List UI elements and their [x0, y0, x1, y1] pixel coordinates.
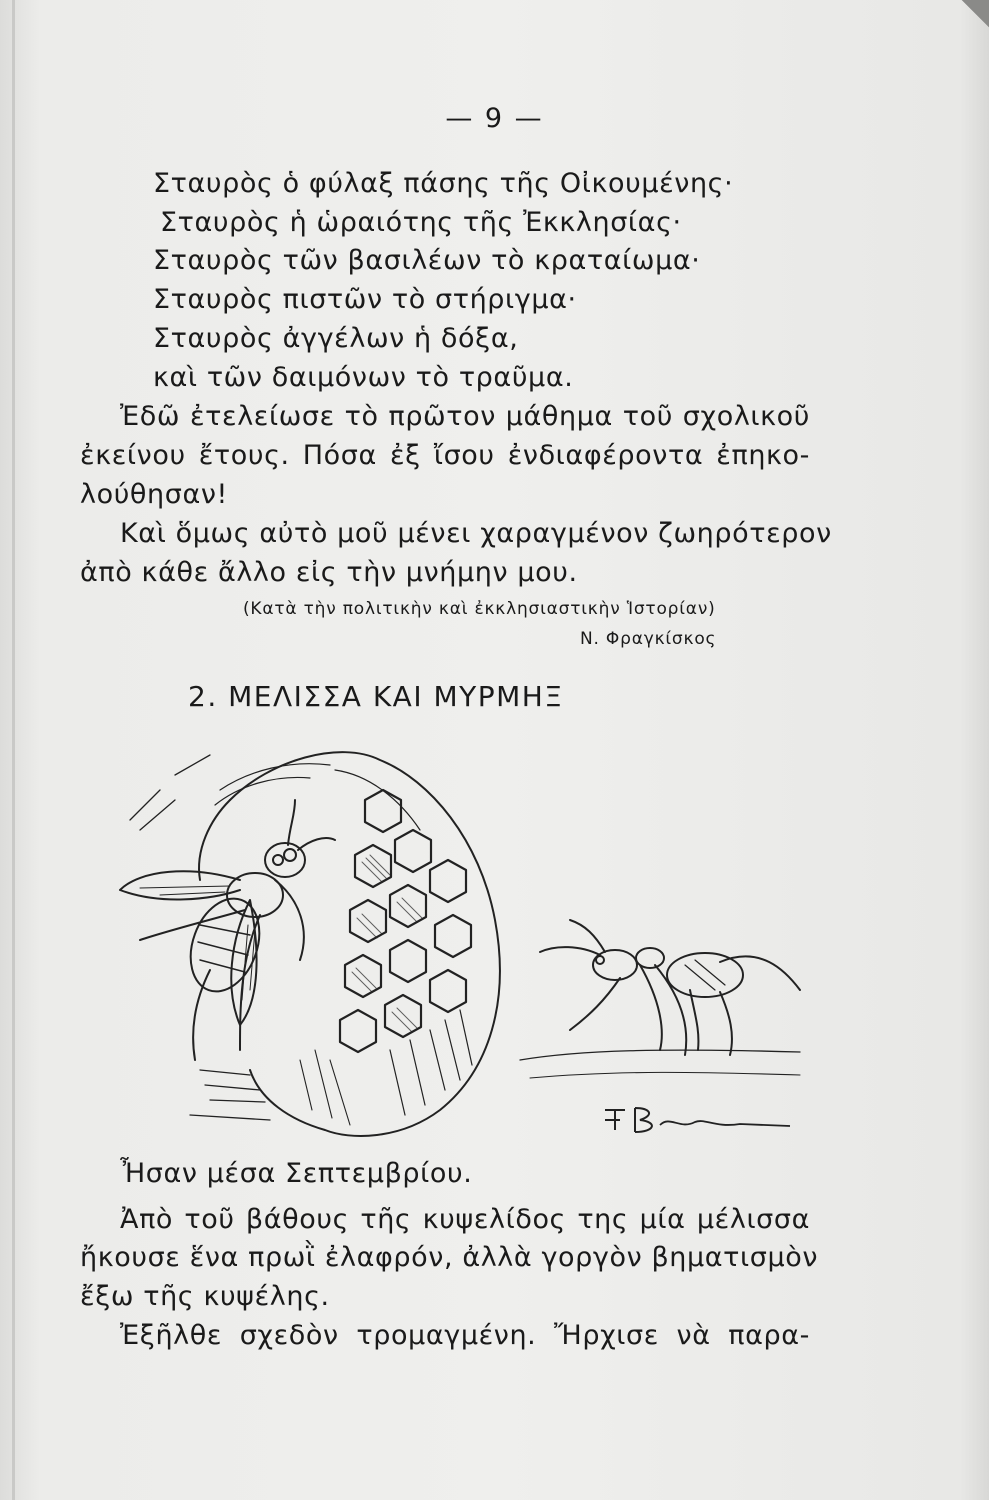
- paragraph-line: ἤκουσε ἕνα πρωῒ ἐλαφρόν, ἀλλὰ γοργὸν βηματισμὸν: [80, 1242, 819, 1273]
- honeycomb-cell: [435, 915, 471, 957]
- page-number: — 9 —: [445, 103, 544, 134]
- paragraph-line: ἔξω τῆς κυψέλης.: [80, 1281, 330, 1312]
- honeycomb-cell: [345, 955, 381, 997]
- honeycomb-cell: [365, 790, 401, 832]
- paragraph-line: Ἀπὸ τοῦ βάθους τῆς κυψελίδος της μία μέλισσα: [120, 1204, 810, 1235]
- poem-line: Σταυρὸς ἡ ὡραιότης τῆς Ἐκκλησίας·: [160, 207, 682, 238]
- honeycomb-cell: [385, 995, 421, 1037]
- paragraph-line: ἐκείνου ἔτους. Πόσα ἐξ ἴσου ἐνδιαφέροντα ἐπηκο-: [80, 440, 810, 471]
- poem-line: Σταυρὸς ἀγγέλων ἡ δόξα,: [153, 323, 519, 354]
- section-heading: 2. ΜΕΛΙΣΣΑ ΚΑΙ ΜΥΡΜΗΞ: [188, 680, 564, 713]
- honeycomb-cell: [390, 940, 426, 982]
- poem-line: καὶ τῶν δαιμόνων τὸ τραῦμα.: [153, 362, 574, 393]
- honeycomb-cell: [430, 970, 466, 1012]
- honeycomb-cell: [350, 900, 386, 942]
- illustration-signature: [605, 1108, 790, 1132]
- honeycomb-cell: [340, 1010, 376, 1052]
- paragraph-line: Ἦσαν μέσα Σεπτεμβρίου.: [120, 1158, 473, 1189]
- paragraph-line: Ἐδῶ ἐτελείωσε τὸ πρῶτον μάθημα τοῦ σχολικοῦ: [120, 401, 810, 432]
- poem-line: Σταυρὸς ὁ φύλαξ πάσης τῆς Οἰκουμένης·: [153, 168, 734, 199]
- page-corner: [959, 0, 989, 30]
- binding-gutter: [12, 0, 15, 1500]
- paragraph-line: λούθησαν!: [80, 479, 228, 510]
- author-name: Ν. Φραγκίσκος: [580, 629, 717, 649]
- honeycomb-cell: [430, 860, 466, 902]
- bee-drawing: [120, 800, 335, 1060]
- poem-line: Σταυρὸς πιστῶν τὸ στήριγμα·: [153, 284, 577, 315]
- honeycomb-cell: [355, 845, 391, 887]
- poem-line: Σταυρὸς τῶν βασιλέων τὸ κραταίωμα·: [153, 245, 701, 276]
- paragraph-line: Καὶ ὅμως αὐτὸ μοῦ μένει χαραγμένον ζωηρότερον: [120, 518, 832, 549]
- honeycomb-cell: [395, 830, 431, 872]
- paragraph-line: ἀπὸ κάθε ἄλλο εἰς τὴν μνήμην μου.: [80, 557, 578, 588]
- bee-and-ant-illustration: [100, 730, 820, 1150]
- source-citation: (Κατὰ τὴν πολιτικὴν καὶ ἐκκλησιαστικὴν Ἱστορίαν): [243, 599, 716, 619]
- signature-text: Σ. Β.: [615, 1144, 618, 1145]
- honeycomb-cell: [390, 885, 426, 927]
- ant-drawing: [540, 920, 800, 1055]
- paragraph-line: Ἐξῆλθε σχεδὸν τρομαγμένη. Ἤρχισε νὰ παρα-: [120, 1320, 810, 1351]
